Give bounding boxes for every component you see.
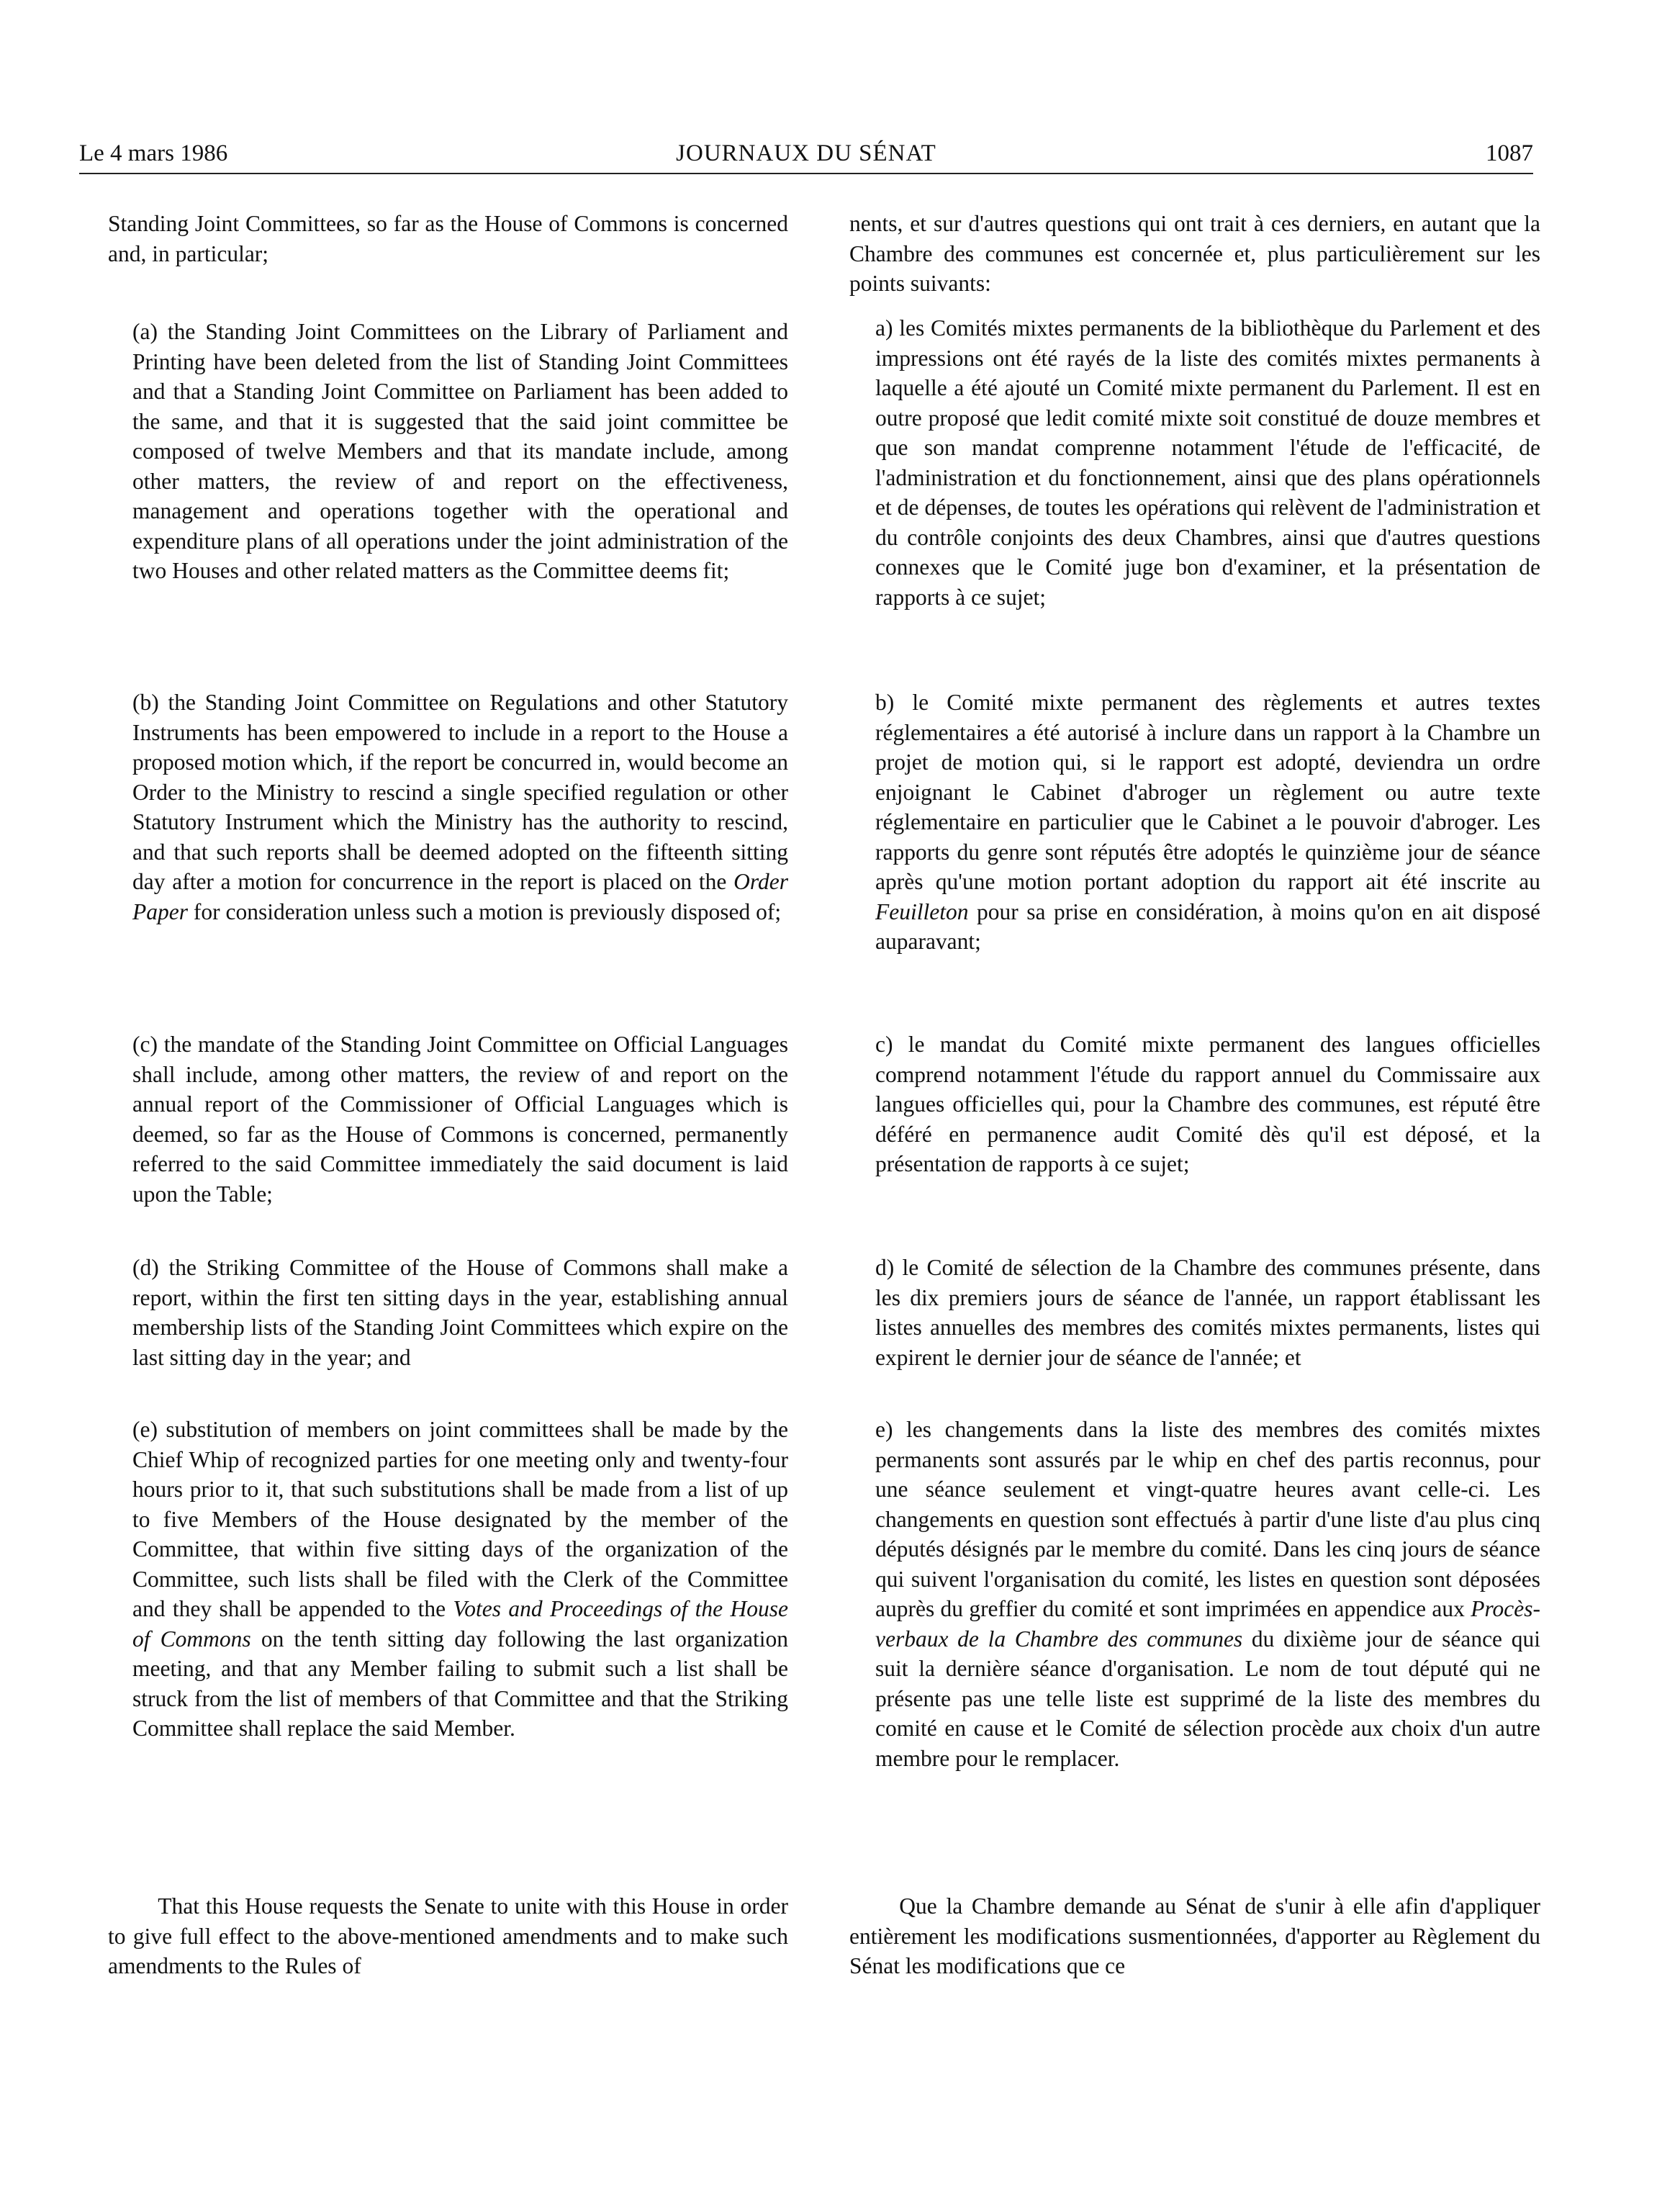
en-closing: That this House requests the Senate to unite with this House in order to give full effect to the above-mentioned amendments and to make such amendments to the Rules of	[108, 1893, 788, 1978]
fr-item-b-text-end: pour sa prise en considération, à moins qu'on en ait disposé auparavant;	[875, 898, 1540, 954]
fr-intro: nents, et sur d'autres questions qui ont trait à ces derniers, en autant que la Chambre des communes est concernée et, plus particulièrement sur les points suivants:	[849, 211, 1540, 296]
en-item-b-text: (b) the Standing Joint Committee on Regulations and other Statutory Instruments has been empowered to include in a report to the House a proposed motion which, if the report be concurred in, would become an Order to the Ministry to rescind a single specified regulation or other Statutory Instrument which the Ministry has the authority to rescind, and that such reports shall be deemed adopted on the fifteenth sitting day after a motion for concurrence in the report is placed on the	[132, 690, 788, 894]
fr-item-e-italic: Procès-verbaux de la Chambre des communes	[875, 1596, 1540, 1652]
en-intro: Standing Joint Committees, so far as the House of Commons is concerned and, in particular;	[108, 211, 788, 266]
fr-closing: Que la Chambre demande au Sénat de s'unir à elle afin d'appliquer entièrement les modifications susmentionnées, d'apporter au Règlement du Sénat les modifications que ce	[849, 1893, 1540, 1978]
en-item-a: (a) the Standing Joint Committees on the Library of Parliament and Printing have been deleted from the list of Standing Joint Committees and that a Standing Joint Committee on Parliament has been added to the same, and that it is suggested that the said joint committee be composed of twelve Members and that its mandate include, among other matters, the review of and report on the effectiveness, management and operations together with the operational and expenditure plans of all operations under the joint administration of the two Houses and other related matters as the Committee deems fit;	[132, 319, 788, 583]
en-item-e	[132, 1415, 788, 1744]
fr-item-c: c) le mandat du Comité mixte permanent des langues officielles comprend notamment l'étude du rapport annuel du Commissaire aux langues officielles qui, pour la Chambre des communes, est réputé être déféré en permanence audit Comité dès qu'il est déposé, et la présentation de rapports à ce sujet;	[875, 1032, 1540, 1176]
fr-item-e	[875, 1415, 1540, 1773]
en-item-e-text-end: on the tenth sitting day following the last organization meeting, and that any Member failing to submit such a list shall be struck from the list of members of that Committee and that the Striking Committee shall replace the said Member.	[132, 1626, 788, 1741]
fr-item-e-text: e) les changements dans la liste des membres des comités mixtes permanents sont assurés par le whip en chef des partis reconnus, pour une séance seulement et vingt-quatre heures avant celle-ci. Les changements en question sont effectués à partir d'une liste d'au plus cinq députés désignés par le membre du comité. Dans les cinq jours de séance qui suivent l'organisation du comité, les listes en question sont déposées auprès du greffier du comité et sont imprimées en appendice aux	[875, 1417, 1540, 1621]
header-rule	[79, 173, 1533, 174]
en-item-c: (c) the mandate of the Standing Joint Committee on Official Languages shall include, among other matters, the review of and report on the annual report of the Commissioner of Official Languages which is deemed, so far as the House of Commons is concerned, permanently referred to the said Committee immediately the said document is laid upon the Table;	[132, 1032, 788, 1207]
header-title: JOURNAUX DU SÉNAT	[676, 140, 936, 166]
en-item-d: (d) the Striking Committee of the House of Commons shall make a report, within the first ten sitting days in the year, establishing annual membership lists of the Standing Joint Committees which expire on the last sitting day in the year; and	[132, 1255, 788, 1370]
fr-item-b	[875, 688, 1540, 957]
fr-item-b-text: b) le Comité mixte permanent des règlements et autres textes réglementaires a été autorisé à inclure dans un rapport à la Chambre un projet de motion qui, si le rapport est adopté, deviendra un ordre enjoignant le Cabinet d'abroger un règlement ou autre texte réglementaire en particulier que le Cabinet a le pouvoir d'abroger. Les rapports du genre sont réputés être adoptés le quinzième jour de séance après qu'une motion portant adoption du rapport ait été inscrite au	[875, 690, 1540, 894]
en-item-b-text-end: for consideration unless such a motion is previously disposed of;	[187, 898, 782, 924]
fr-item-b-italic: Feuilleton	[875, 898, 969, 924]
en-item-e-italic: Votes and Proceedings of the House of Commons	[132, 1596, 788, 1652]
fr-item-d: d) le Comité de sélection de la Chambre des communes présente, dans les dix premiers jours de séance de l'année, un rapport établissant les listes annuelles des membres des comités mixtes permanents, listes qui expirent le dernier jour de séance de l'année; et	[875, 1255, 1540, 1370]
en-item-b	[132, 688, 788, 927]
page-header	[79, 137, 1533, 170]
en-item-e-text: (e) substitution of members on joint committees shall be made by the Chief Whip of recognized parties for one meeting only and twenty-four hours prior to it, that such substitutions shall be made from a list of up to five Members of the House designated by the member of the Committee, that within five sitting days of the organization of the Committee, such lists shall be filed with the Clerk of the Committee and they shall be appended to the	[132, 1417, 788, 1621]
header-date: Le 4 mars 1986	[79, 140, 228, 166]
fr-item-a: a) les Comités mixtes permanents de la bibliothèque du Parlement et des impressions ont été rayés de la liste des comités mixtes permanents à laquelle a été ajouté un Comité mixte permanent du Parlement. Il est en outre proposé que ledit comité mixte soit constitué de douze membres et que son mandat comprenne notamment l'étude de l'efficacité, de l'administration et du fonctionnement, ainsi que des plans opérationnels et de dépenses, de toutes les opérations qui relèvent de l'administration et du contrôle conjoints des deux Chambres, ainsi que d'autres questions connexes que le Comité juge bon d'examiner, et la présentation de rapports à ce sujet;	[875, 315, 1540, 610]
en-item-b-italic: Order Paper	[132, 869, 788, 924]
fr-item-e-text-end: du dixième jour de séance qui suit la dernière séance d'organisation. Le nom de tout député qui ne présente pas une telle liste est supprimé de la liste des membres du comité en cause et le Comité de sélection procède aux choix d'un autre membre pour le remplacer.	[875, 1626, 1540, 1771]
header-page-number: 1087	[1486, 140, 1533, 166]
